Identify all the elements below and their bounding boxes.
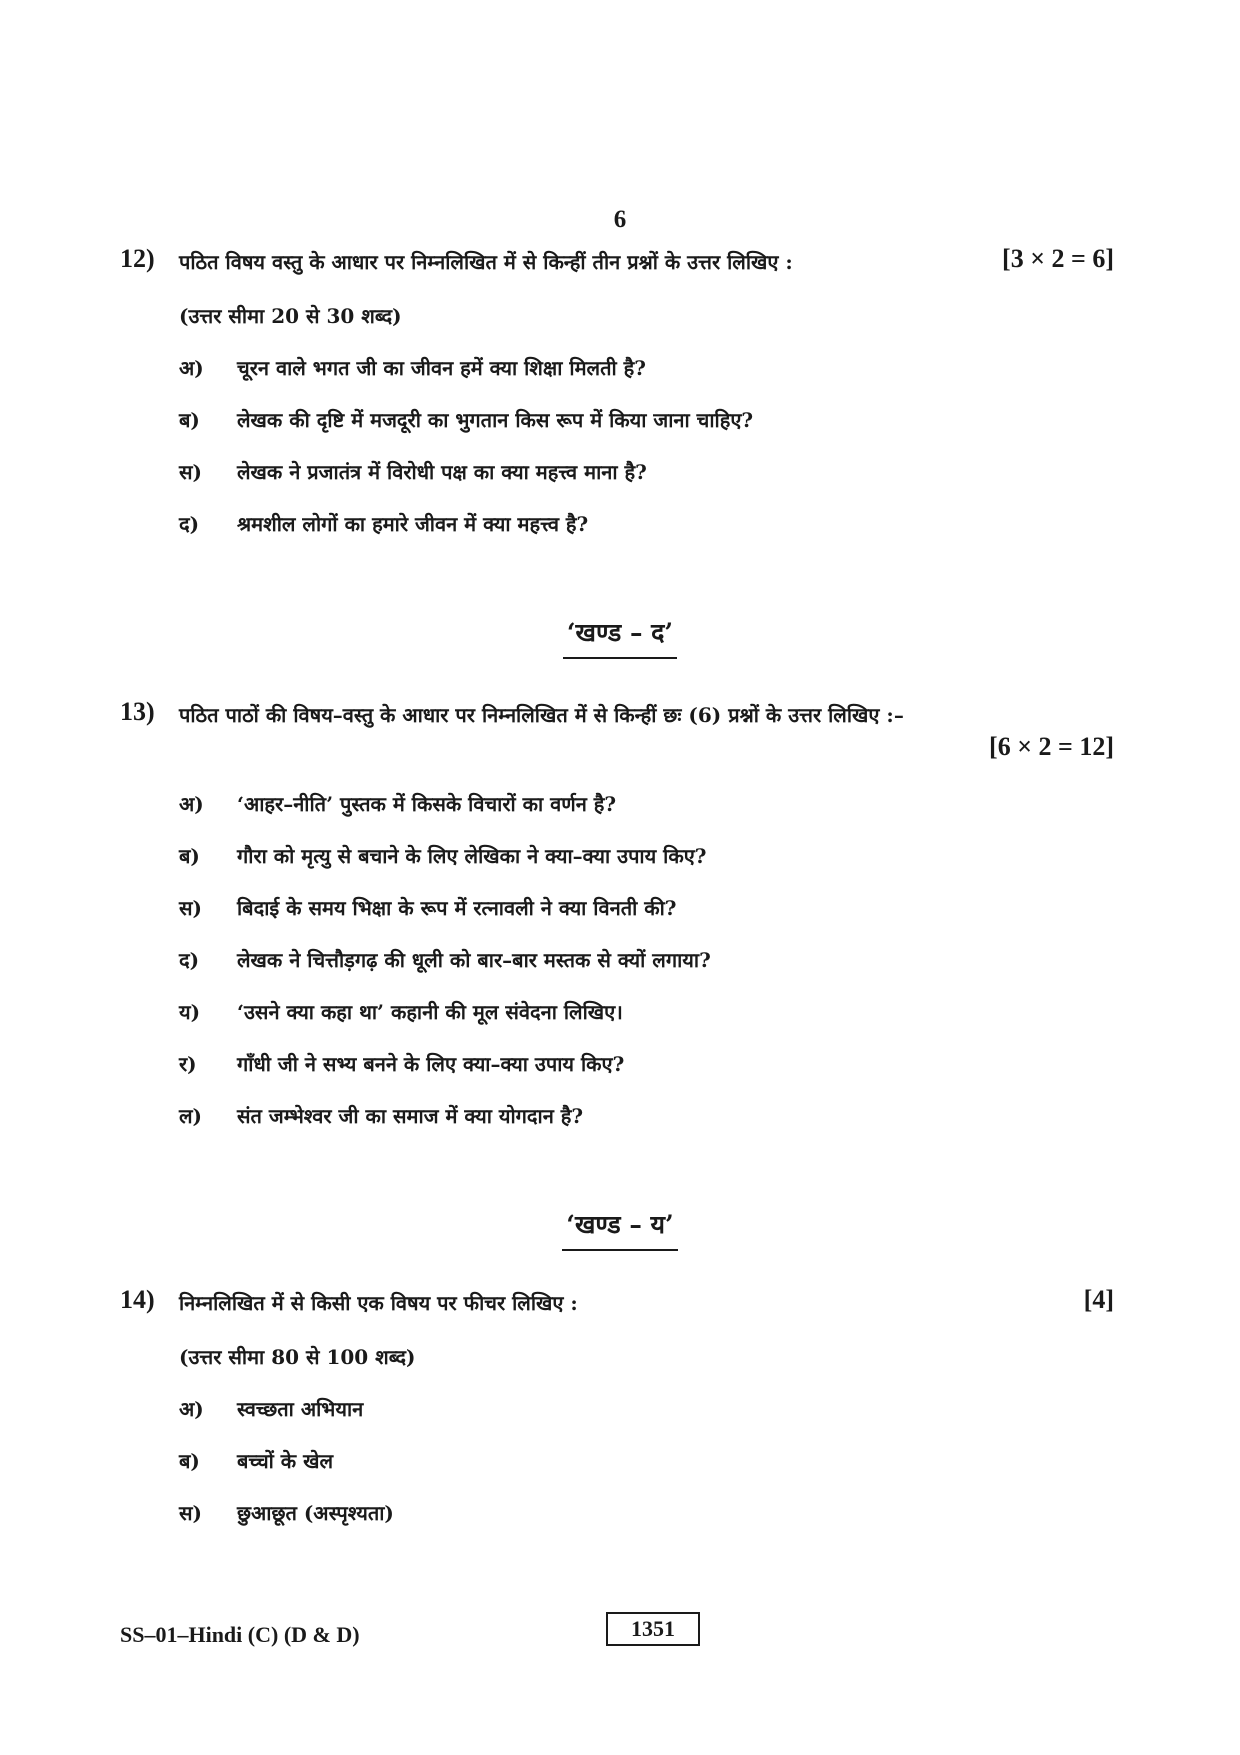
option-text: लेखक की दृष्टि में मजदूरी का भुगतान किस रूप में किया जाना चाहिए? xyxy=(237,408,754,432)
list-item xyxy=(179,1395,363,1422)
option-text: गौरा को मृत्यु से बचाने के लिए लेखिका ने क्या–क्या उपाय किए? xyxy=(237,844,707,868)
option-text: लेखक ने चित्तौड़गढ़ की धूली को बार–बार मस्तक से क्यों लगाया? xyxy=(237,948,711,972)
word-limit: (उत्तर सीमा 80 से 100 शब्द) xyxy=(179,1345,416,1369)
option-text: श्रमशील लोगों का हमारे जीवन में क्या महत्त्व है? xyxy=(237,512,589,536)
list-item xyxy=(179,1050,624,1077)
section-title-text: ‘खण्ड – य’ xyxy=(562,1207,678,1251)
option-text: गाँधी जी ने सभ्य बनने के लिए क्या–क्या उपाय किए? xyxy=(237,1052,625,1076)
section-title-text: ‘खण्ड – द’ xyxy=(563,615,677,659)
question-number: 14) xyxy=(120,1285,155,1314)
option-label: स) xyxy=(179,1501,202,1525)
option-label: स) xyxy=(179,460,202,484)
option-text: स्वच्छता अभियान xyxy=(237,1397,364,1421)
marks-label: [6 × 2 = 12] xyxy=(989,732,1114,761)
list-item xyxy=(179,510,588,537)
list-item xyxy=(179,1102,583,1129)
paper-number-box: 1351 xyxy=(606,1612,700,1646)
option-label: अ) xyxy=(179,1397,204,1421)
option-label: द) xyxy=(179,512,200,536)
list-item xyxy=(179,1447,333,1474)
option-label: र) xyxy=(179,1052,197,1076)
list-item xyxy=(179,894,677,921)
section-heading-y xyxy=(0,1207,1240,1251)
question-number: 13) xyxy=(120,697,155,726)
option-text: छुआछूत (अस्पृश्यता) xyxy=(237,1501,394,1525)
option-text: संत जम्भेश्वर जी का समाज में क्या योगदान है? xyxy=(237,1104,584,1128)
list-item xyxy=(179,354,646,381)
option-text: लेखक ने प्रजातंत्र में विरोधी पक्ष का क्या महत्त्व माना है? xyxy=(237,460,647,484)
page-number: 6 xyxy=(613,206,627,233)
question-text: निम्नलिखित में से किसी एक विषय पर फीचर लिखिए : xyxy=(179,1291,578,1315)
section-heading-d xyxy=(0,615,1240,659)
option-label: ब) xyxy=(179,844,200,868)
list-item xyxy=(179,790,616,817)
question-text: पठित पाठों की विषय–वस्तु के आधार पर निम्नलिखित में से किन्हीं छः (6) प्रश्नों के उत्तर लिखिए :– xyxy=(179,703,904,727)
option-text: बिदाई के समय भिक्षा के रूप में रत्नावली ने क्या विनती की? xyxy=(237,896,677,920)
question-text: पठित विषय वस्तु के आधार पर निम्नलिखित में से किन्हीं तीन प्रश्नों के उत्तर लिखिए : xyxy=(179,250,793,274)
option-label: य) xyxy=(179,1000,201,1024)
option-label: अ) xyxy=(179,792,204,816)
list-item xyxy=(179,1499,394,1526)
list-item xyxy=(179,998,623,1025)
option-label: ब) xyxy=(179,1449,200,1473)
list-item xyxy=(179,946,711,973)
question-number: 12) xyxy=(120,244,155,273)
option-text: बच्चों के खेल xyxy=(237,1449,334,1473)
option-label: स) xyxy=(179,896,202,920)
list-item xyxy=(179,842,707,869)
option-label: अ) xyxy=(179,356,204,380)
word-limit: (उत्तर सीमा 20 से 30 शब्द) xyxy=(179,304,402,328)
option-label: द) xyxy=(179,948,200,972)
paper-code: SS–01–Hindi (C) (D & D) xyxy=(120,1622,360,1647)
option-label: ब) xyxy=(179,408,200,432)
option-label: ल) xyxy=(179,1104,203,1128)
option-text: चूरन वाले भगत जी का जीवन हमें क्या शिक्षा मिलती है? xyxy=(237,356,646,380)
list-item xyxy=(179,406,753,433)
option-text: ‘आहर–नीति’ पुस्तक में किसके विचारों का वर्णन है? xyxy=(237,792,617,816)
marks-label: [4] xyxy=(1083,1285,1114,1314)
marks-label: [3 × 2 = 6] xyxy=(1002,244,1114,273)
option-text: ‘उसने क्या कहा था’ कहानी की मूल संवेदना लिखिए। xyxy=(237,1000,623,1024)
list-item xyxy=(179,458,647,485)
